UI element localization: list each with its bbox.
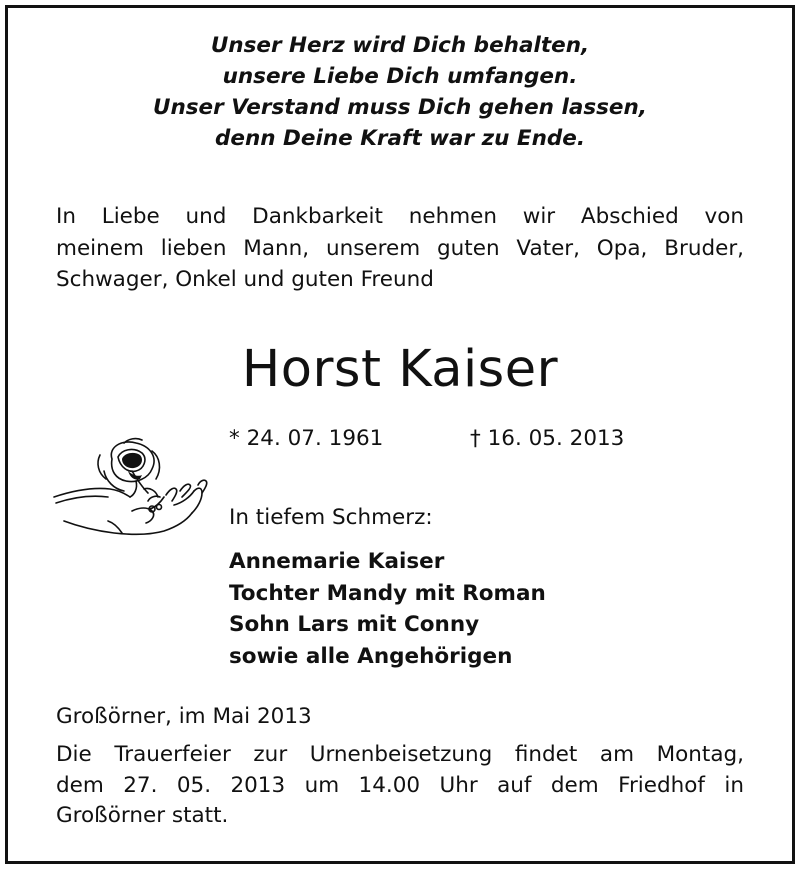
memorial-verse <box>0 30 800 154</box>
verse-line: Unser Herz wird Dich behalten, <box>210 33 590 58</box>
service-line: Die Trauerfeier zur Urnenbeisetzung findet am Montag, <box>56 742 744 767</box>
mourner-name: Tochter Mandy mit Roman <box>229 580 546 606</box>
rose-in-hand-icon <box>52 437 210 545</box>
farewell-line: In Liebe und Dankbarkeit nehmen wir Abschied von <box>56 204 744 229</box>
mourner-name: sowie alle Angehörigen <box>229 643 513 669</box>
farewell-line: meinem lieben Mann, unserem guten Vater, Opa, Bruder, <box>56 235 744 261</box>
farewell-line: Schwager, Onkel und guten Freund <box>56 267 434 292</box>
mourner-list <box>229 546 546 672</box>
funeral-service-info <box>56 740 744 832</box>
verse-line: denn Deine Kraft war zu Ende. <box>214 126 586 151</box>
mourner-name: Annemarie Kaiser <box>229 549 445 574</box>
verse-line: Unser Verstand muss Dich gehen lassen, <box>153 95 647 120</box>
grief-heading: In tiefem Schmerz: <box>229 505 433 530</box>
deceased-name: Horst Kaiser <box>241 340 559 399</box>
farewell-text <box>56 201 744 296</box>
verse-line: unsere Liebe Dich umfangen. <box>222 64 578 89</box>
service-line: Großörner statt. <box>56 803 229 828</box>
death-date: † 16. 05. 2013 <box>470 426 625 451</box>
mourner-name: Sohn Lars mit Conny <box>229 612 480 637</box>
service-line: dem 27. 05. 2013 um 14.00 Uhr auf dem Friedhof in <box>56 772 744 798</box>
place-and-date: Großörner, im Mai 2013 <box>56 704 312 729</box>
birth-date: * 24. 07. 1961 <box>229 426 384 451</box>
